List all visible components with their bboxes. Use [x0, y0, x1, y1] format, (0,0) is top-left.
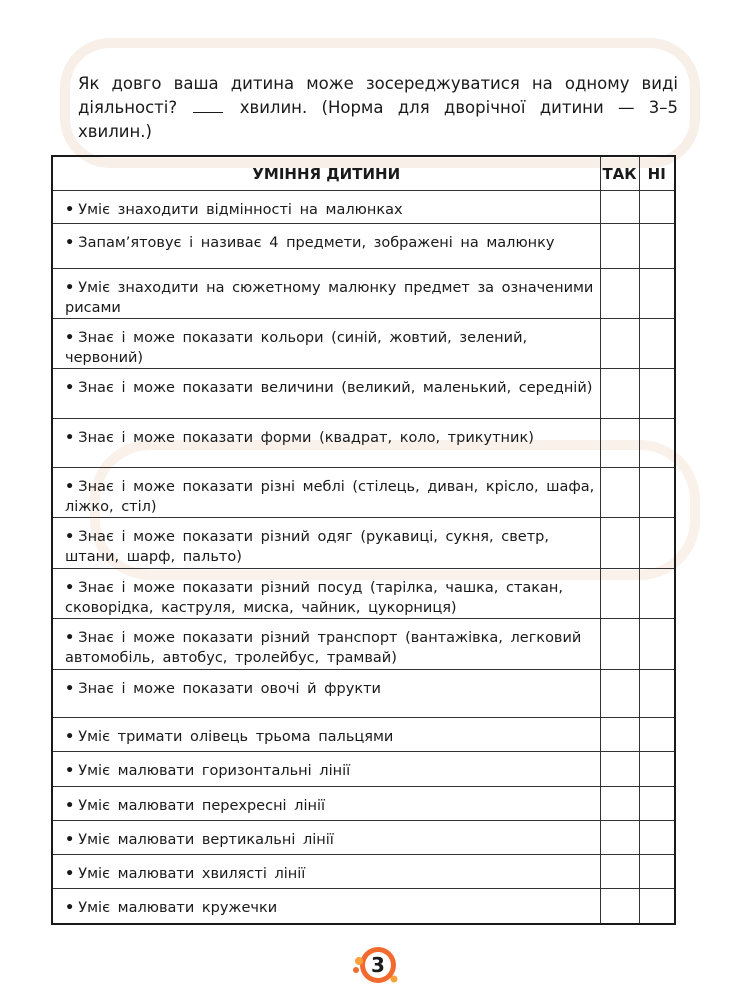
skill-label: Знає і може показати величини (великий, маленький, середній) — [78, 380, 593, 396]
page-number: 3 — [371, 953, 385, 977]
no-checkbox-cell[interactable] — [639, 821, 675, 855]
table-row — [52, 419, 675, 468]
header-no: НІ — [639, 156, 675, 191]
yes-checkbox-cell[interactable] — [600, 419, 639, 468]
skills-table — [51, 155, 676, 925]
skill-cell — [52, 269, 600, 319]
bullet-icon: • — [65, 832, 75, 848]
skill-label: Знає і може показати кольори (синій, жовтий, зелений, червоний) — [65, 330, 528, 366]
intro-question — [78, 72, 678, 144]
bullet-icon: • — [65, 681, 75, 697]
bullet-icon: • — [65, 763, 75, 779]
skill-cell — [52, 319, 600, 369]
no-checkbox-cell[interactable] — [639, 670, 675, 718]
no-checkbox-cell[interactable] — [639, 889, 675, 924]
table-row — [52, 619, 675, 670]
answer-blank[interactable] — [193, 98, 223, 113]
no-checkbox-cell[interactable] — [639, 269, 675, 319]
yes-checkbox-cell[interactable] — [600, 718, 639, 752]
bullet-icon: • — [65, 235, 75, 251]
table-row — [52, 569, 675, 619]
no-checkbox-cell[interactable] — [639, 787, 675, 821]
no-checkbox-cell[interactable] — [639, 619, 675, 670]
table-row — [52, 319, 675, 369]
skill-label: Знає і може показати овочі й фрукти — [78, 681, 381, 697]
no-checkbox-cell[interactable] — [639, 191, 675, 224]
skill-cell — [52, 670, 600, 718]
skill-cell — [52, 752, 600, 787]
yes-checkbox-cell[interactable] — [600, 569, 639, 619]
bullet-icon: • — [65, 202, 75, 218]
table-row — [52, 670, 675, 718]
skill-label: Знає і може показати різні меблі (стілець, диван, крісло, шафа, ліжко, стіл) — [65, 479, 595, 515]
yes-checkbox-cell[interactable] — [600, 787, 639, 821]
skill-label: Уміє знаходити відмінності на малюнках — [78, 202, 403, 218]
skill-cell — [52, 518, 600, 569]
yes-checkbox-cell[interactable] — [600, 191, 639, 224]
header-yes: ТАК — [600, 156, 639, 191]
bullet-icon: • — [65, 866, 75, 882]
skill-label: Уміє малювати кружечки — [78, 900, 278, 916]
intro-text-part1: Як довго ваша дитина може зосереджуватися на одному виді діяльності? — [78, 74, 678, 117]
yes-checkbox-cell[interactable] — [600, 518, 639, 569]
yes-checkbox-cell[interactable] — [600, 619, 639, 670]
skill-label: Уміє малювати горизонтальні лінії — [78, 763, 351, 779]
skill-cell — [52, 369, 600, 419]
yes-checkbox-cell[interactable] — [600, 269, 639, 319]
skill-label: Знає і може показати різний транспорт (вантажівка, легковий автомобіль, автобус, тролейбус, трамвай) — [65, 630, 582, 666]
page-number-badge — [350, 944, 400, 988]
skill-cell — [52, 619, 600, 670]
yes-checkbox-cell[interactable] — [600, 224, 639, 269]
skill-label: Уміє тримати олівець трьома пальцями — [78, 729, 394, 745]
yes-checkbox-cell[interactable] — [600, 468, 639, 518]
no-checkbox-cell[interactable] — [639, 319, 675, 369]
skill-label: Знає і може показати форми (квадрат, коло, трикутник) — [78, 430, 534, 446]
bullet-icon: • — [65, 729, 75, 745]
table-row — [52, 787, 675, 821]
bullet-icon: • — [65, 798, 75, 814]
skill-cell — [52, 569, 600, 619]
skill-cell — [52, 419, 600, 468]
skill-cell — [52, 718, 600, 752]
intro-text-part2: хвилин. (Норма для дворічної дитини — 3–5 хвилин.) — [78, 98, 679, 141]
yes-checkbox-cell[interactable] — [600, 369, 639, 419]
bullet-icon: • — [65, 580, 75, 596]
table-row — [52, 855, 675, 889]
yes-checkbox-cell[interactable] — [600, 752, 639, 787]
skill-label: Уміє малювати перехресні лінії — [78, 798, 326, 814]
no-checkbox-cell[interactable] — [639, 419, 675, 468]
no-checkbox-cell[interactable] — [639, 224, 675, 269]
bullet-icon: • — [65, 479, 75, 495]
yes-checkbox-cell[interactable] — [600, 670, 639, 718]
skill-cell — [52, 855, 600, 889]
skill-label: Уміє знаходити на сюжетному малюнку предмет за означеними рисами — [65, 280, 594, 316]
bullet-icon: • — [65, 280, 75, 296]
yes-checkbox-cell[interactable] — [600, 319, 639, 369]
skill-cell — [52, 787, 600, 821]
no-checkbox-cell[interactable] — [639, 569, 675, 619]
header-skills: УМІННЯ ДИТИНИ — [52, 156, 600, 191]
table-row — [52, 518, 675, 569]
no-checkbox-cell[interactable] — [639, 518, 675, 569]
no-checkbox-cell[interactable] — [639, 369, 675, 419]
skill-cell — [52, 821, 600, 855]
skill-cell — [52, 889, 600, 924]
skill-cell — [52, 468, 600, 518]
bullet-icon: • — [65, 529, 75, 545]
yes-checkbox-cell[interactable] — [600, 855, 639, 889]
skill-cell — [52, 191, 600, 224]
skill-cell — [52, 224, 600, 269]
no-checkbox-cell[interactable] — [639, 752, 675, 787]
no-checkbox-cell[interactable] — [639, 468, 675, 518]
bullet-icon: • — [65, 380, 75, 396]
bullet-icon: • — [65, 330, 75, 346]
table-row — [52, 468, 675, 518]
table-row — [52, 718, 675, 752]
table-row — [52, 191, 675, 224]
skill-label: Уміє малювати хвилясті лінії — [78, 866, 306, 882]
yes-checkbox-cell[interactable] — [600, 889, 639, 924]
skill-label: Знає і може показати різний одяг (рукавиці, сукня, светр, штани, шарф, пальто) — [65, 529, 549, 565]
no-checkbox-cell[interactable] — [639, 855, 675, 889]
table-row — [52, 752, 675, 787]
table-row — [52, 369, 675, 419]
table-row — [52, 821, 675, 855]
bullet-icon: • — [65, 900, 75, 916]
skill-label: Знає і може показати різний посуд (тарілка, чашка, стакан, сковорідка, каструля, миска, чайник, цукорниця) — [65, 580, 564, 616]
bullet-icon: • — [65, 630, 75, 646]
table-row — [52, 889, 675, 924]
skill-label: Уміє малювати вертикальні лінії — [78, 832, 334, 848]
table-row — [52, 224, 675, 269]
skill-label: Запам’ятовує і називає 4 предмети, зображені на малюнку — [78, 235, 555, 251]
bullet-icon: • — [65, 430, 75, 446]
yes-checkbox-cell[interactable] — [600, 821, 639, 855]
table-row — [52, 269, 675, 319]
no-checkbox-cell[interactable] — [639, 718, 675, 752]
table-header-row — [52, 156, 675, 191]
